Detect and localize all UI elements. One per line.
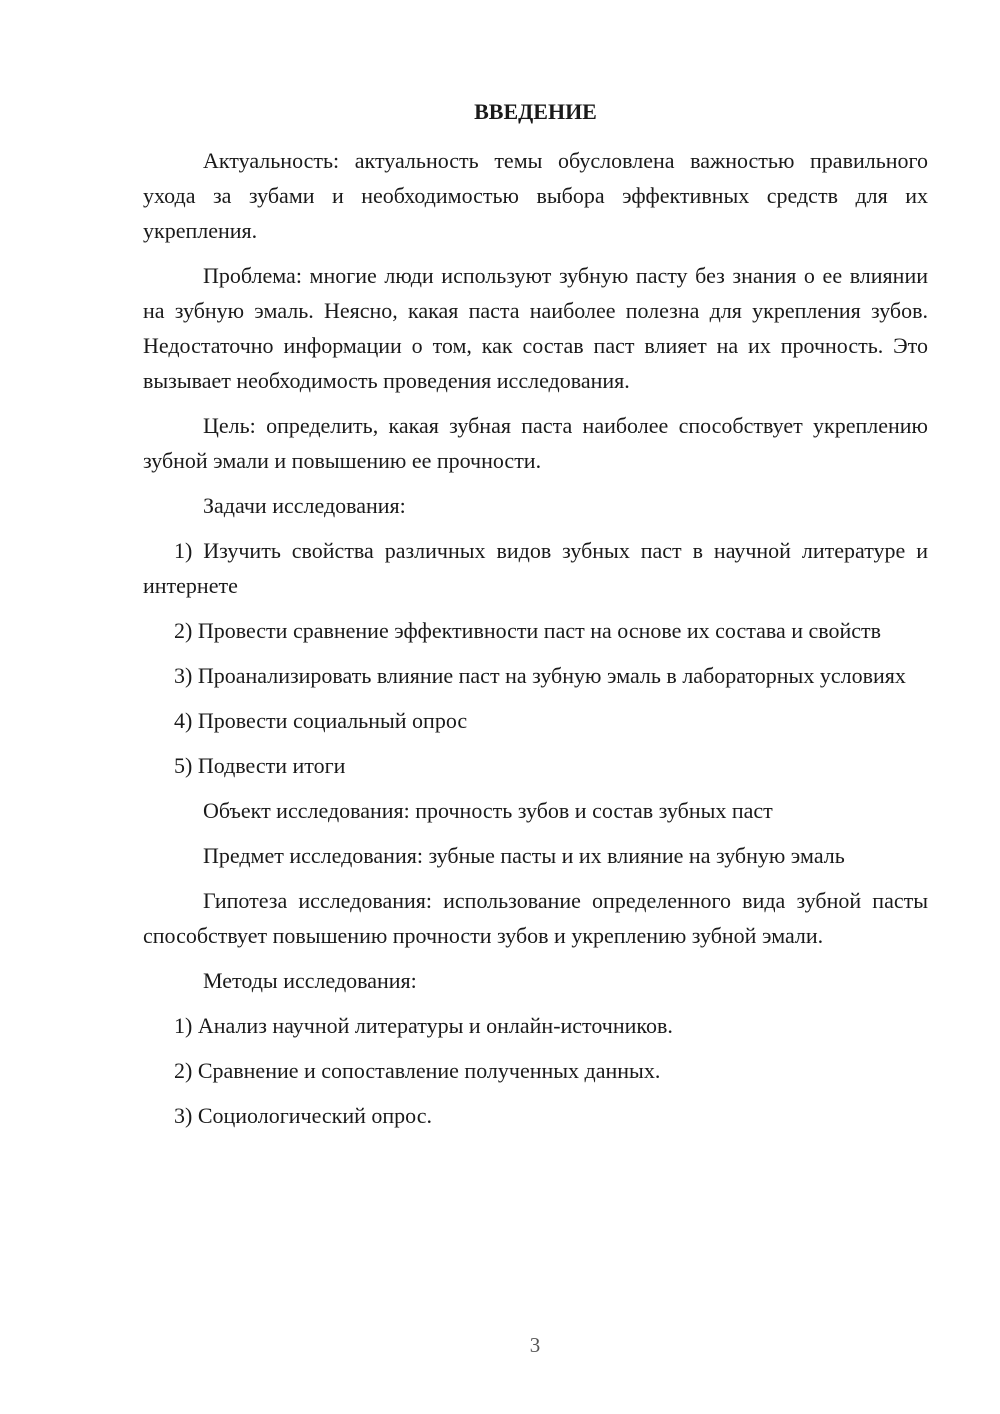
task-item: 3) Проанализировать влияние паст на зубную эмаль в лабораторных условиях <box>174 663 906 688</box>
object-paragraph: Объект исследования: прочность зубов и состав зубных паст <box>203 798 773 823</box>
goal-paragraph: Цель: определить, какая зубная паста наиболее способствует укреплению зубной эмали и повышению ее прочности. <box>143 413 928 473</box>
task-item: 2) Провести сравнение эффективности паст на основе их состава и свойств <box>174 618 882 643</box>
method-item: 3) Социологический опрос. <box>174 1103 432 1128</box>
relevance-paragraph: Актуальность: актуальность темы обусловлена важностью правильного ухода за зубами и необходимостью выбора эффективных средств для их укрепления. <box>143 148 928 243</box>
page-number: 3 <box>529 1333 541 1357</box>
tasks-heading: Задачи исследования: <box>203 493 406 518</box>
task-item: 5) Подвести итоги <box>174 753 346 778</box>
method-item: 1) Анализ научной литературы и онлайн-источников. <box>174 1013 673 1038</box>
methods-heading: Методы исследования: <box>203 968 417 993</box>
subject-paragraph: Предмет исследования: зубные пасты и их влияние на зубную эмаль <box>203 843 845 868</box>
section-title: ВВЕДЕНИЕ <box>474 99 597 124</box>
task-item: 1) Изучить свойства различных видов зубных паст в научной литературе и интернете <box>143 538 928 598</box>
problem-paragraph: Проблема: многие люди используют зубную пасту без знания о ее влиянии на зубную эмаль. Неясно, какая паста наиболее полезна для укрепления зубов. Недостаточно информации о том, как состав паст влияет на их прочность. Это вызывает необходимость проведения исследования. <box>143 263 928 393</box>
page-body <box>143 94 928 1143</box>
method-item: 2) Сравнение и сопоставление полученных данных. <box>174 1058 661 1083</box>
task-item: 4) Провести социальный опрос <box>174 708 468 733</box>
hypothesis-paragraph: Гипотеза исследования: использование определенного вида зубной пасты способствует повышению прочности зубов и укреплению зубной эмали. <box>143 888 928 948</box>
